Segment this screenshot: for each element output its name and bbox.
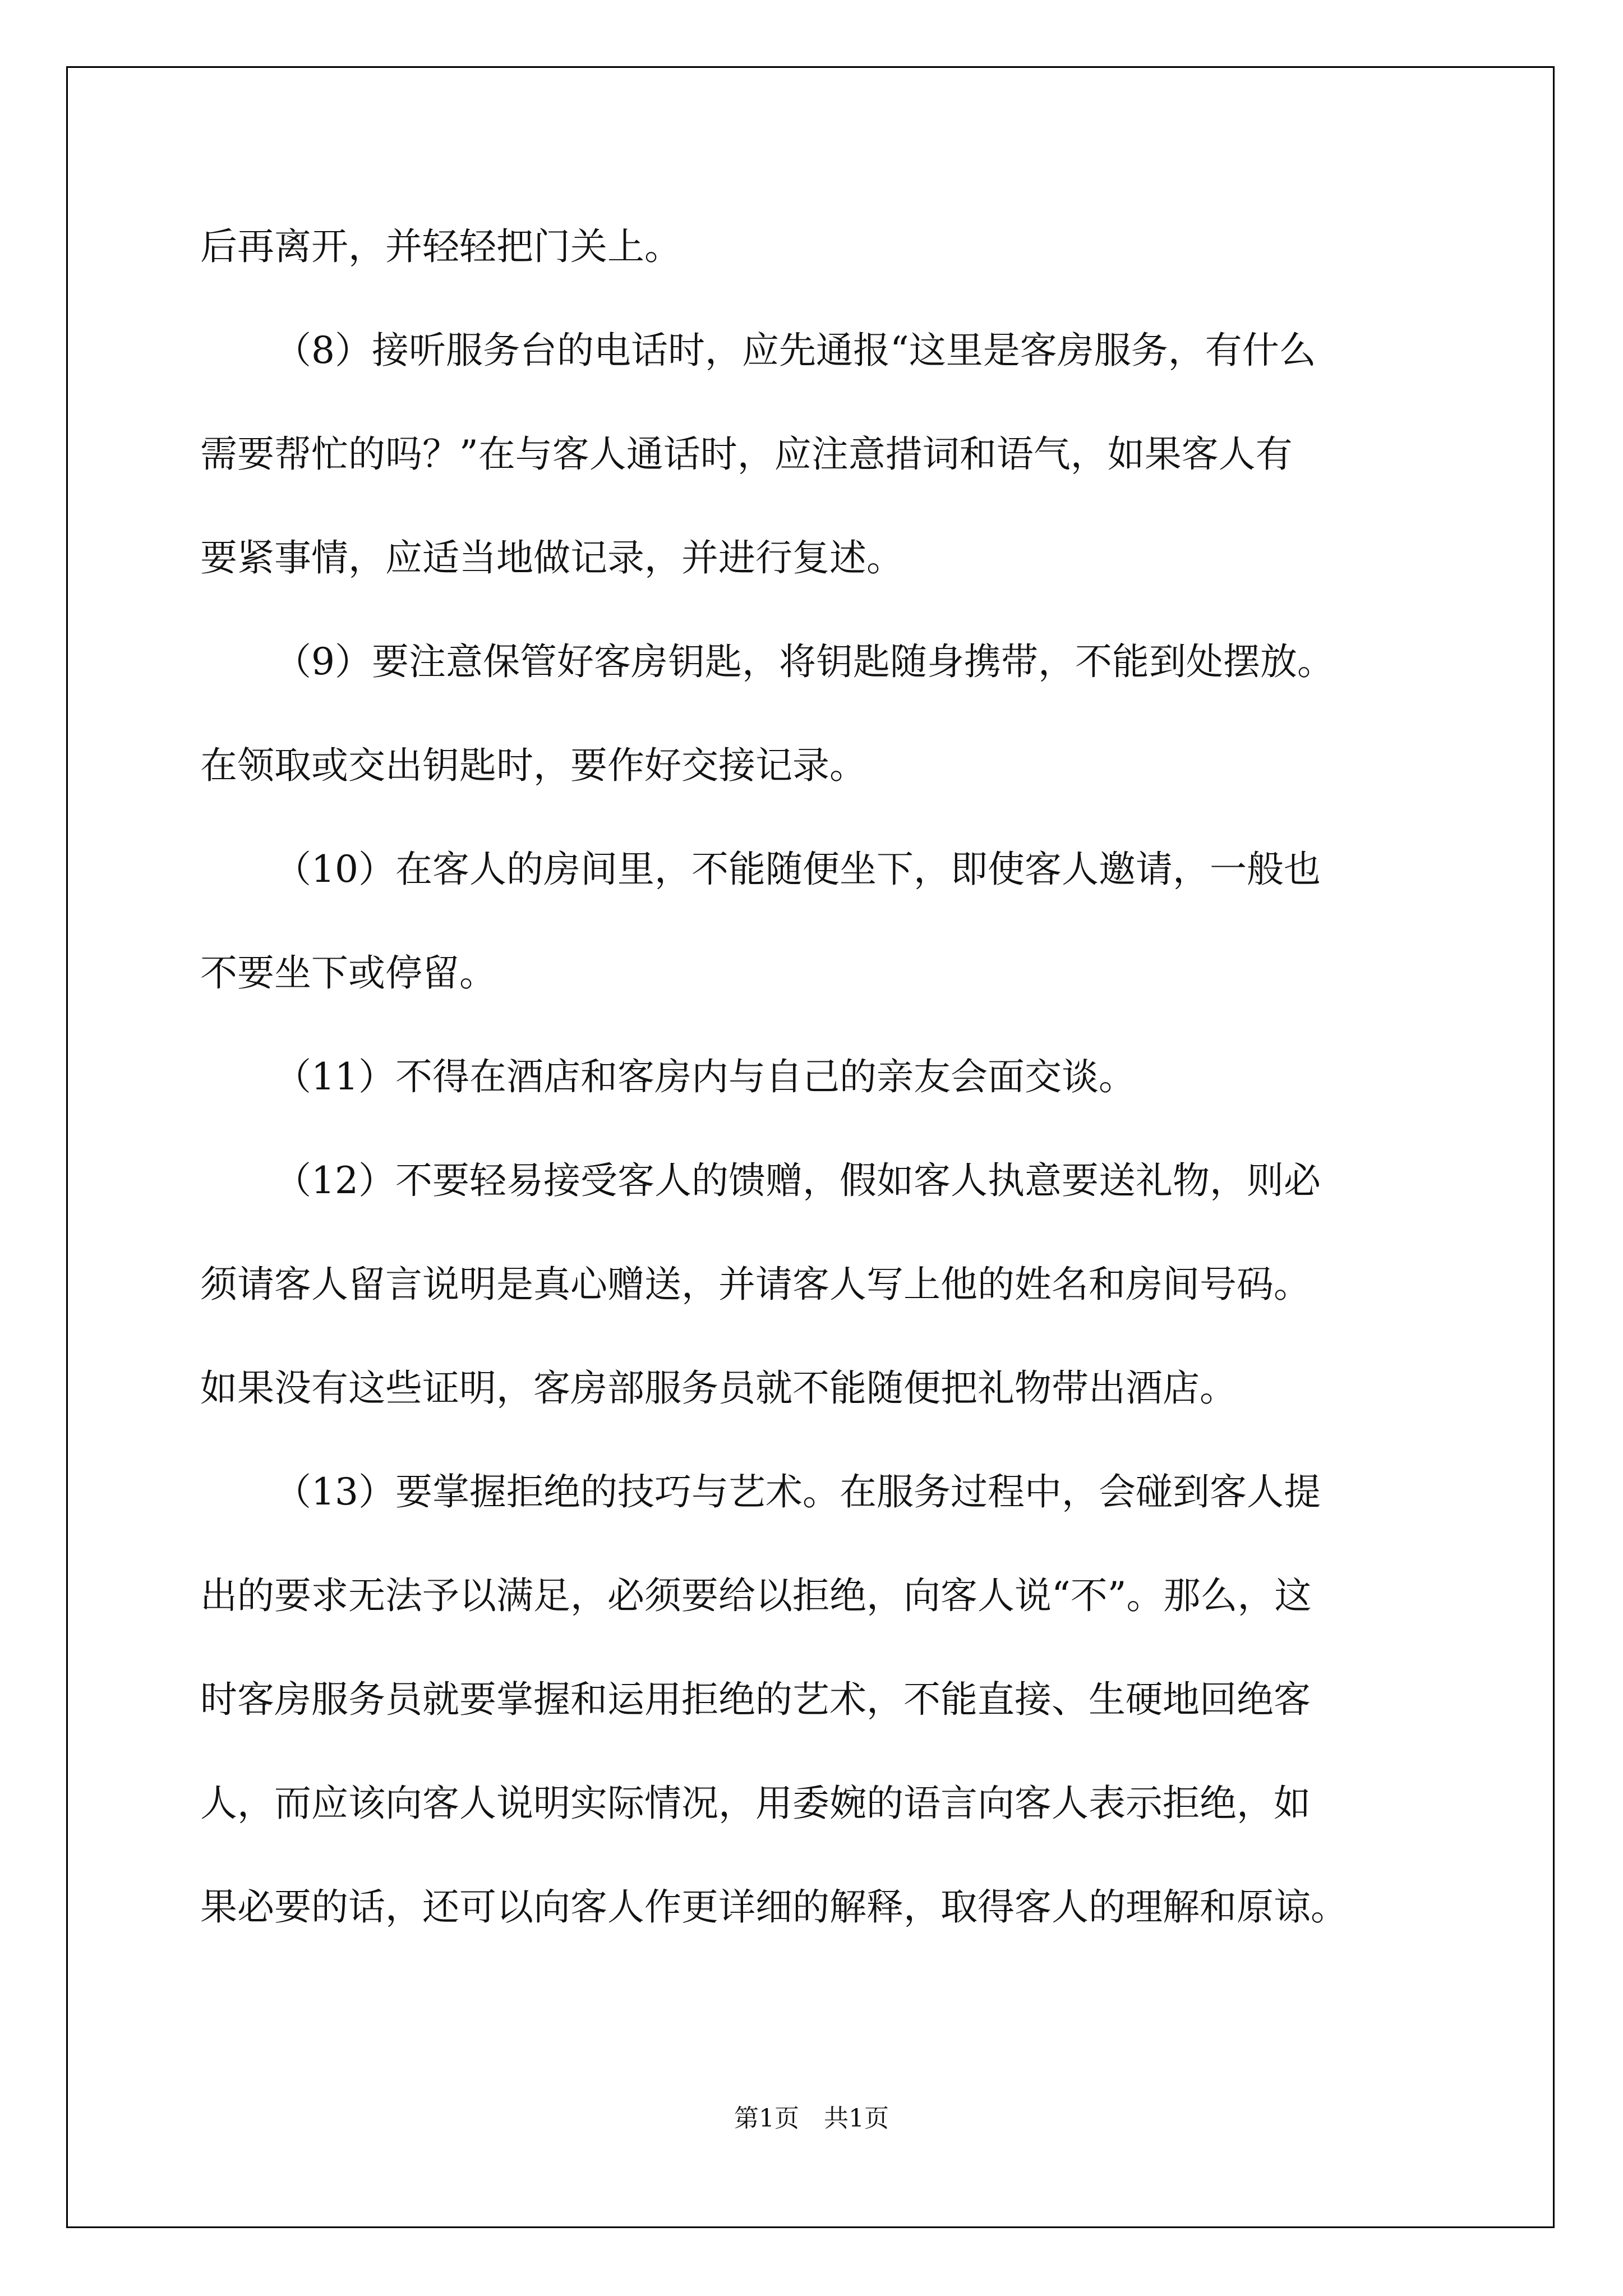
text-line-item-8-start: （8）接听服务台的电话时，应先通报“这里是客房服务，有什么 <box>274 329 1316 372</box>
page-total: 共1页 <box>824 2104 889 2133</box>
page-footer <box>0 2098 1623 2134</box>
text-line-item-13-start: （13）要掌握拒绝的技巧与艺术。在服务过程中，会碰到客人提 <box>274 1470 1321 1513</box>
text-line: 要紧事情，应适当地做记录，并进行复述。 <box>200 536 903 579</box>
document-body <box>200 202 1437 1966</box>
text-line: 人，而应该向客人说明实际情况，用委婉的语言向客人表示拒绝，如 <box>200 1782 1311 1825</box>
text-line: 不要坐下或停留。 <box>200 951 496 995</box>
page-number: 第1页 <box>734 2104 799 2133</box>
text-line-continuation: 后再离开，并轻轻把门关上。 <box>200 225 681 268</box>
text-line: 出的要求无法予以满足，必须要给以拒绝，向客人说“不”。那么，这 <box>200 1574 1312 1617</box>
text-line: 在领取或交出钥匙时，要作好交接记录。 <box>200 744 866 787</box>
text-line: 需要帮忙的吗？”在与客人通话时，应注意措词和语气，如果客人有 <box>200 432 1293 476</box>
text-line-item-9-start: （9）要注意保管好客房钥匙，将钥匙随身携带，不能到处摆放。 <box>274 640 1334 683</box>
text-line-item-10-start: （10）在客人的房间里，不能随便坐下，即使客人邀请，一般也 <box>274 848 1321 891</box>
text-line-item-12-start: （12）不要轻易接受客人的馈赠，假如客人执意要送礼物，则必 <box>274 1159 1321 1202</box>
text-line: 须请客人留言说明是真心赠送，并请客人写上他的姓名和房间号码。 <box>200 1263 1311 1306</box>
text-line: 时客房服务员就要掌握和运用拒绝的艺术，不能直接、生硬地回绝客 <box>200 1678 1311 1721</box>
text-line: 果必要的话，还可以向客人作更详细的解释，取得客人的理解和原谅。 <box>200 1885 1348 1929</box>
text-line: 如果没有这些证明，客房部服务员就不能随便把礼物带出酒店。 <box>200 1366 1237 1410</box>
text-line-item-11-start: （11）不得在酒店和客房内与自己的亲友会面交谈。 <box>274 1055 1136 1098</box>
